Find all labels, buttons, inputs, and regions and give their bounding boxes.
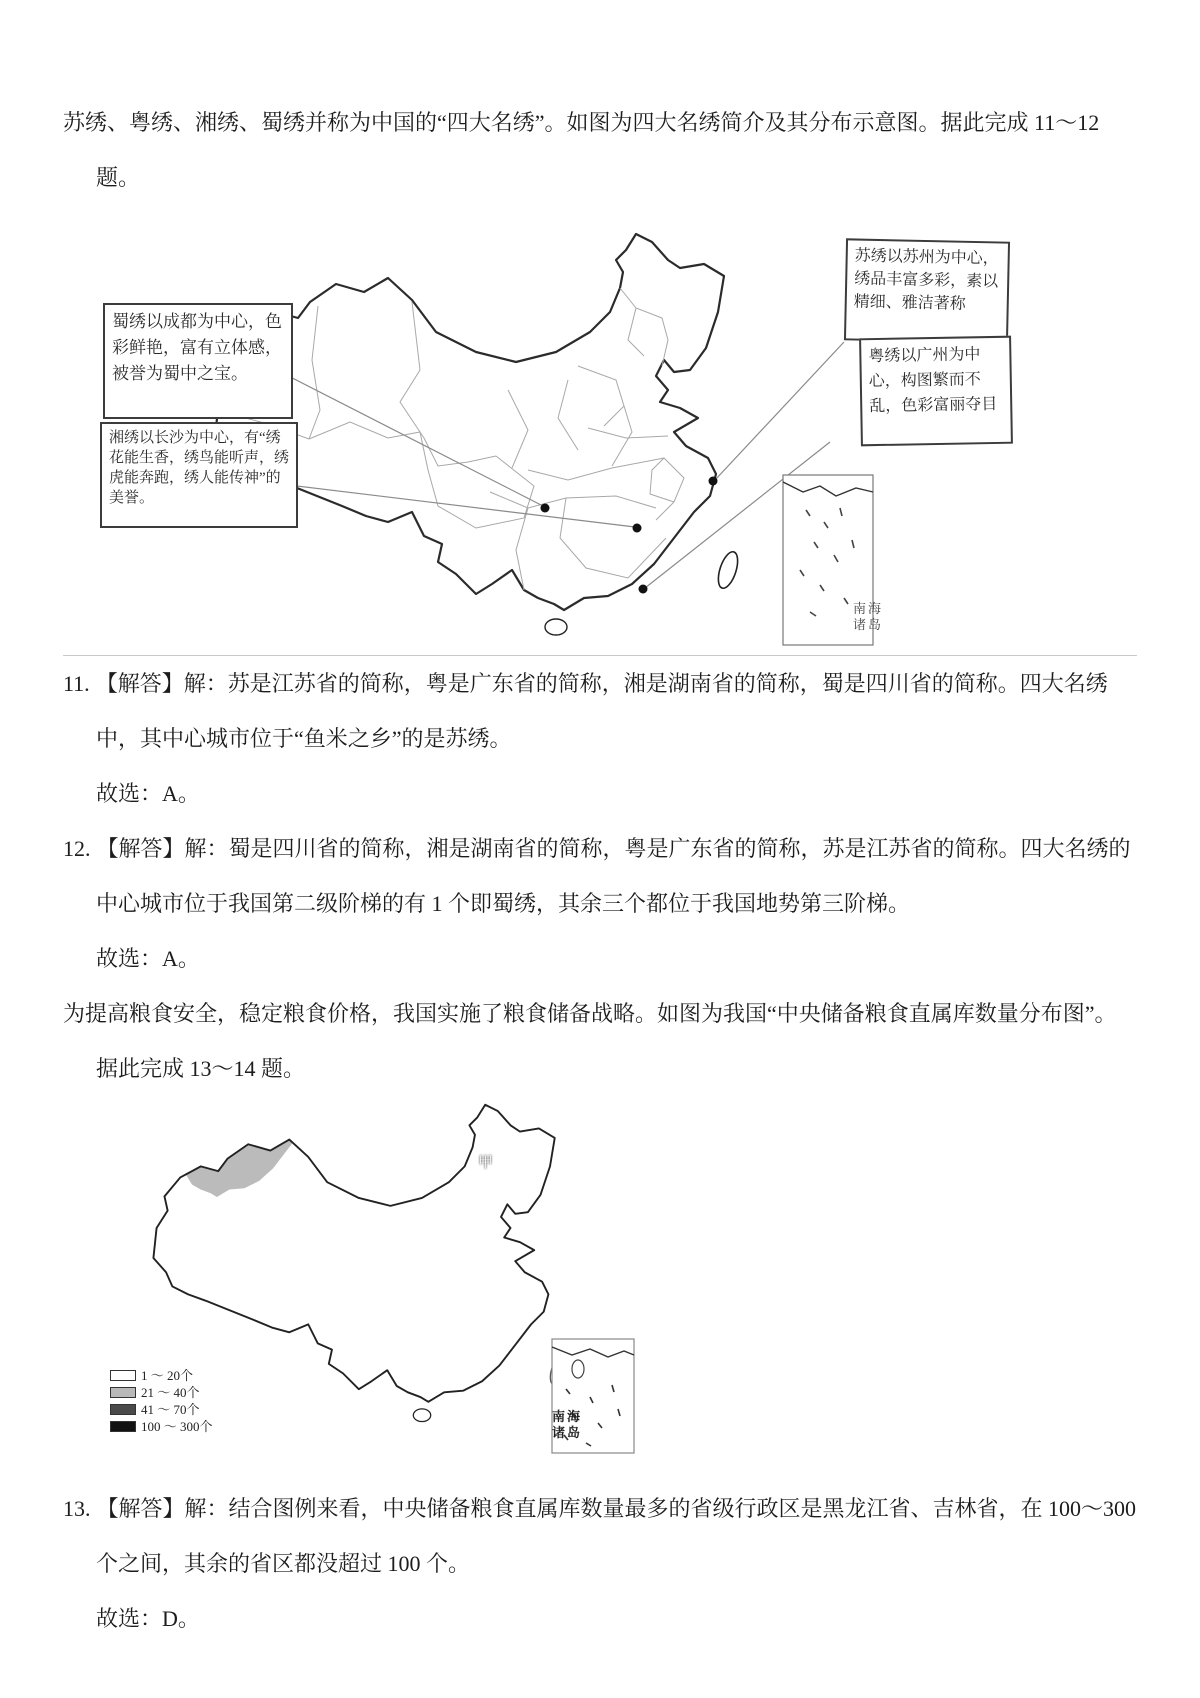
shu-embroidery-text: 蜀绣以成都为中心，色彩鲜艳，富有立体感，被誉为蜀中之宝。 [112, 312, 282, 383]
changsha-dot [633, 524, 642, 533]
intro-text: 苏绣、粤绣、湘绣、蜀绣并称为中国的“四大名绣”。如图为四大名绣简介及其分布示意图。据此完成 11～12 题。 [63, 110, 1100, 190]
intro-text-2: 为提高粮食安全，稳定粮食价格，我国实施了粮食储备战略。如图为我国“中央储备粮食直属库数量分布图”。据此完成 13～14 题。 [63, 1001, 1117, 1081]
grain-depot-map-figure [63, 1101, 1137, 1461]
hainan-island-2 [413, 1409, 430, 1422]
suzhou-dot [709, 477, 718, 486]
choropleth-regions [153, 1105, 568, 1422]
xiang-embroidery-text: 湘绣以长沙为中心，有“绣花能生香，绣鸟能听声，绣虎能奔跑，绣人能传神”的美誉。 [109, 430, 290, 506]
q11-number: 11. [63, 671, 90, 696]
legend-label-1-20: 1 ～ 20个 [141, 1368, 194, 1383]
legend-label-41-70: 41 ～ 70个 [141, 1402, 200, 1417]
q12-tag: 【解答】 [96, 836, 185, 861]
q13-tag: 【解答】 [96, 1496, 185, 1521]
q12-body: 解：蜀是四川省的简称，湘是湖南省的简称，粤是广东省的简称，苏是江苏省的简称。四大名绣的中心城市位于我国第二级阶梯的有 1 个即蜀绣，其余三个都位于我国地势第三阶梯。 [96, 836, 1131, 916]
q12-answer [63, 821, 1137, 931]
legend-item [110, 1418, 213, 1435]
intro-q11-12 [63, 95, 1137, 205]
su-embroidery-text: 苏绣以苏州为中心，绣品丰富多彩，素以精细、雅洁著称 [853, 247, 999, 313]
guangzhou-dot [639, 585, 648, 594]
legend-label-21-40: 21 ～ 40个 [141, 1385, 200, 1400]
hainan-island [545, 619, 567, 635]
shu-embroidery-box [103, 303, 293, 419]
intro-q13-14 [63, 986, 1137, 1096]
legend-swatch-21-40 [110, 1387, 136, 1398]
yue-embroidery-box [859, 336, 1013, 447]
q11-answer [63, 656, 1137, 766]
q12-number: 12. [63, 836, 91, 861]
legend-item [110, 1384, 213, 1401]
region-label-jia: 甲 [478, 1155, 494, 1171]
su-embroidery-box [844, 238, 1010, 343]
xiang-embroidery-box [100, 422, 298, 528]
taiwan-island [715, 549, 742, 590]
legend-item [110, 1367, 213, 1384]
legend-label-100-300: 100 ～ 300个 [141, 1419, 213, 1434]
q13-answer [63, 1481, 1137, 1591]
q13-choice: 故选：D。 [96, 1606, 200, 1631]
map-legend [110, 1367, 213, 1435]
legend-swatch-100-300 [110, 1421, 136, 1432]
q13-number: 13. [63, 1496, 91, 1521]
inset-label-nanhai: 南海诸岛 [853, 601, 884, 632]
inset-label-nanhai-2: 南海诸岛 [552, 1409, 583, 1440]
yue-embroidery-text: 粤绣以广州为中心，构图繁而不乱，色彩富丽夺目 [868, 346, 998, 416]
q13-body: 解：结合图例来看，中央储备粮食直属库数量最多的省级行政区是黑龙江省、吉林省，在 100～300 个之间，其余的省区都没超过 100 个。 [96, 1496, 1137, 1576]
q11-tag: 【解答】 [95, 671, 184, 696]
q11-body: 解：苏是江苏省的简称，粤是广东省的简称，湘是湖南省的简称，蜀是四川省的简称。四大名绣中，其中心城市位于“鱼米之乡”的是苏绣。 [96, 671, 1108, 751]
q12-choice: 故选：A。 [96, 946, 200, 971]
legend-item [110, 1401, 213, 1418]
legend-swatch-1-20 [110, 1370, 136, 1381]
embroidery-map-figure [63, 215, 1137, 656]
q11-choice: 故选：A。 [96, 781, 200, 806]
legend-swatch-41-70 [110, 1404, 136, 1415]
chengdu-dot [541, 504, 550, 513]
